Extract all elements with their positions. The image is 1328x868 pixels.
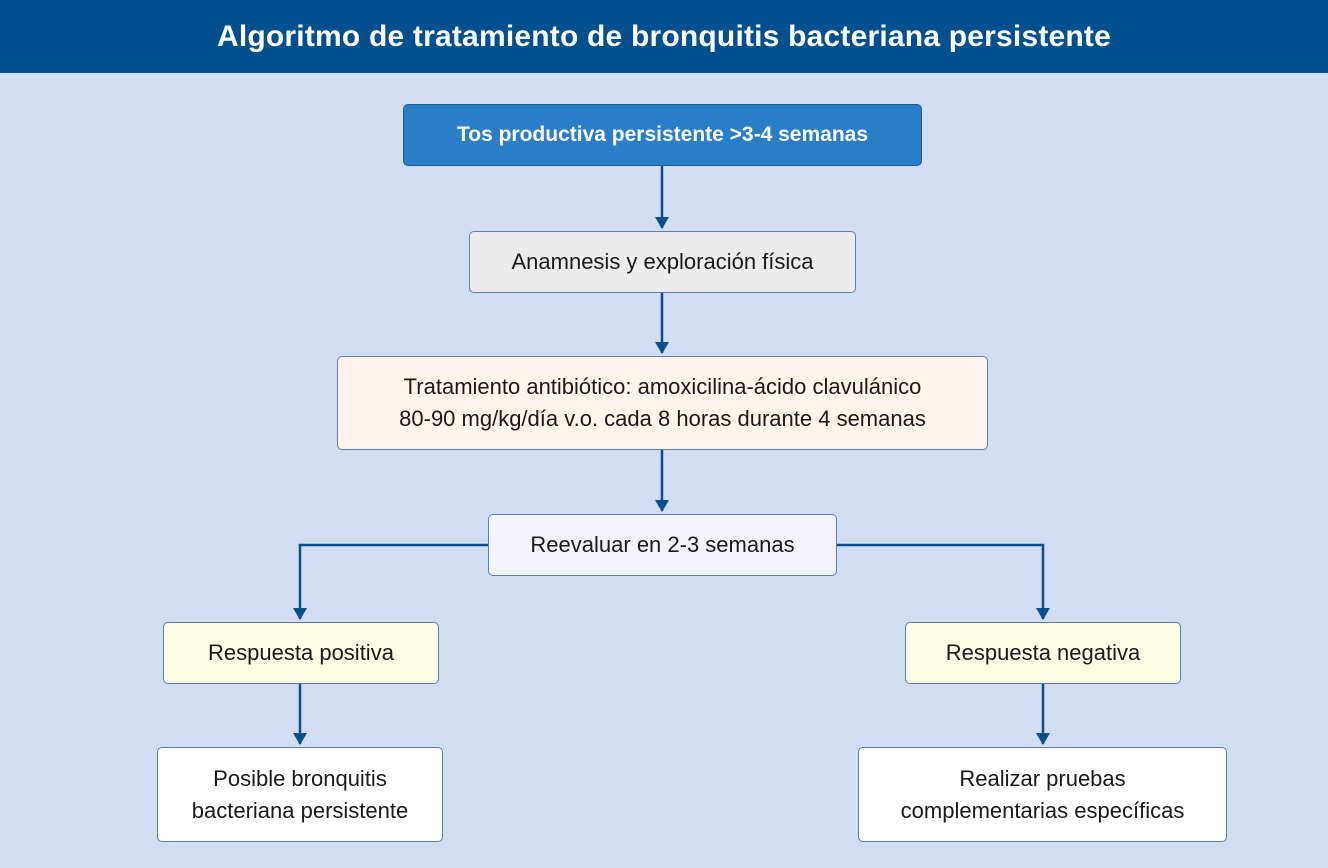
node-possible-diagnosis [157,747,443,842]
arrow-reevaluate-to-positive [300,545,488,619]
node-reevaluate [488,514,837,576]
page-title: Algoritmo de tratamiento de bronquitis bacteriana persistente [216,19,1112,53]
node-tests-line1: Realizar pruebas [959,765,1126,791]
node-positive-response [163,622,439,684]
arrow-reevaluate-to-negative [837,545,1043,619]
node-anamnesis [469,231,856,293]
node-reevaluate-label: Reevaluar en 2-3 semanas [530,532,795,557]
node-tests-line2: complementarias específicas [900,797,1185,823]
node-treatment-line2: 80-90 mg/kg/día v.o. cada 8 horas durante 4 semanas [399,406,926,431]
node-treatment-line1: Tratamiento antibiótico: amoxicilina-ácido clavulánico [403,374,922,399]
node-negative-response [905,622,1181,684]
node-possible-line2: bacteriana persistente [191,797,409,823]
node-negative-label: Respuesta negativa [945,640,1141,665]
node-positive-label: Respuesta positiva [208,640,394,665]
node-possible-line1: Posible bronquitis [213,765,387,791]
node-start-label: Tos productiva persistente >3-4 semanas [456,123,869,146]
node-anamnesis-label: Anamnesis y exploración física [511,249,814,274]
node-treatment [337,356,988,450]
node-further-tests [858,747,1227,842]
node-start [403,104,922,166]
